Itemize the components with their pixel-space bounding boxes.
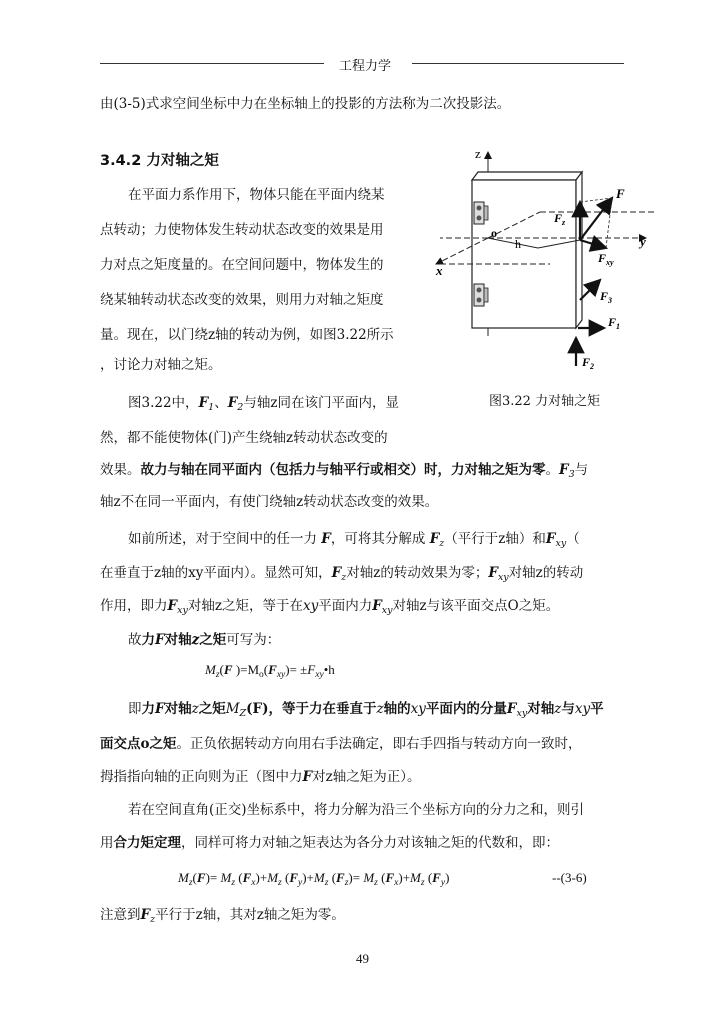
para2-line2: 然，都不能使物体(门)产生绕轴z转动状态改变的: [100, 430, 388, 446]
para2-line4: 轴z不在同一平面内，有使门绕轴z转动状态改变的效果。: [100, 494, 439, 510]
para1-line2: 点转动；力使物体发生转动状态改变的效果是用: [100, 222, 384, 238]
label-f1: $F_1$: [608, 315, 621, 331]
label-f2: $F_2$: [582, 355, 595, 371]
para5-line1: 即力F对轴z之矩$M_Z(F)$，等于力在垂直于z轴的xy平面内的分量$F_{xy}$对轴z与xy平: [128, 701, 604, 719]
header-rule-right: [412, 63, 624, 64]
label-x: x: [436, 263, 443, 278]
para6-line2: 用合力矩定理，同样可将力对轴之矩表达为各分力对该轴之矩的代数和，即：: [100, 835, 559, 851]
equation-number: --(3-6): [552, 870, 587, 885]
section-heading: 3.4.2 力对轴之矩: [100, 153, 219, 169]
para1-line1: 在平面力系作用下，物体只能在平面内绕某: [128, 187, 385, 203]
intro-line: 由(3-5)式求空间坐标中力在坐标轴上的投影的方法称为二次投影法。: [100, 96, 511, 112]
formula-moment: $M_z(F$ )$=M_o(F_{xy})=$ $\pm F_{xy}•h$: [205, 662, 335, 680]
para1-line6: ，讨论力对轴之矩。: [100, 357, 222, 373]
label-y: y: [640, 234, 646, 249]
label-h: h: [515, 237, 521, 251]
para5-line2: 面交点o之矩。正负依据转动方向用右手法确定，即右手四指与转动方向一致时，: [100, 736, 582, 752]
para1-line5: 量。现在，以门绕z轴的转动为例，如图3.22所示: [100, 327, 394, 343]
label-f: F: [616, 186, 625, 201]
para3-line3: 作用，即力$F_{xy}$对轴z之矩，等于在xy平面内力$F_{xy}$对轴z与该平面交点O之矩。: [100, 598, 560, 616]
para2-line1: 图3.22中，$F_1$、$F_2$与轴z同在该门平面内，显: [128, 395, 399, 413]
door-slab: [472, 172, 582, 180]
label-fxy: $F_{xy}$: [598, 251, 614, 267]
label-z: z: [475, 146, 481, 161]
header-title: 工程力学: [338, 59, 391, 74]
label-o: o: [491, 226, 497, 240]
force-f3-arrow: [580, 280, 600, 300]
para6-line1: 若在空间直角(正交)坐标系中，将力分解为沿三个坐标方向的分力之和，则引: [128, 802, 585, 818]
formula-resultant-moment: $M_z(F)= M_z$ $(F_x)+M_z$ $(F_y)+M_z$ $(F_z)= M_z$ $(F_x)+M_z$ $(F_y)$: [178, 870, 450, 888]
note-line: 注意到$F_z$平行于z轴，其对z轴之矩为零。: [100, 907, 345, 925]
para4-line: 故力F对轴z之矩可写为：: [128, 632, 281, 648]
figure-caption: 图3.22 力对轴之矩: [489, 394, 601, 409]
para5-line3: 拇指指向轴的正向则为正（图中力F对z轴之矩为正）。: [100, 769, 421, 785]
header-rule-left: [100, 63, 324, 64]
para1-line4: 绕某轴转动状态改变的效果，则用力对轴之矩度: [100, 292, 384, 308]
para3-line1: 如前所述，对于空间中的任一力 F，可将其分解成 $F_z$（平行于z轴）和$F_{xy}$（: [128, 531, 580, 549]
page-number: 49: [356, 951, 369, 966]
force-f-arrow: [580, 198, 612, 240]
label-f3: $F_3$: [600, 289, 613, 305]
para1-line3: 力对点之矩度量的。在空间问题中，物体发生的: [100, 257, 384, 273]
para2-line3: 效果。故力与轴在同平面内（包括力与轴平行或相交）时，力对轴之矩为零。$F_3$与: [100, 462, 589, 480]
door-moment-figure: [420, 140, 660, 380]
para3-line2: 在垂直于z轴的xy平面内）。显然可知，$F_z$对轴z的转动效果为零；$F_{xy}$对轴z的转动: [100, 565, 584, 583]
force-fxy-arrow: [580, 240, 606, 248]
label-fz: $F_z$: [554, 211, 566, 227]
